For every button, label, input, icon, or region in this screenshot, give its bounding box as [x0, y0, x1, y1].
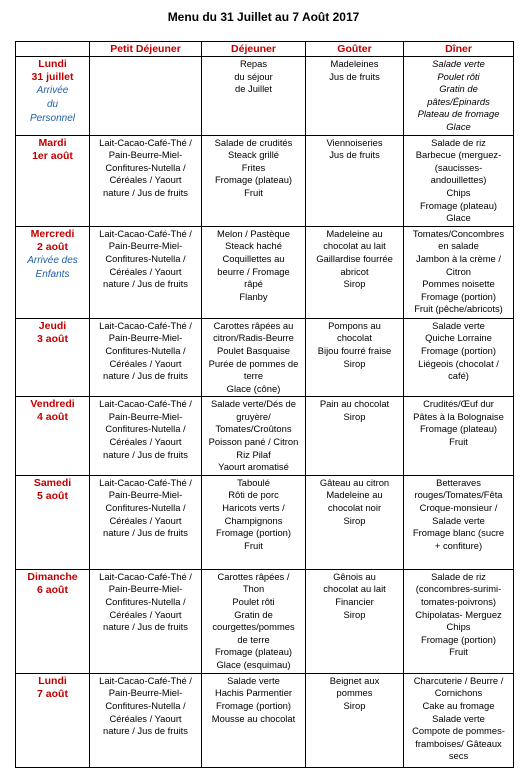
menu-line: du séjour [234, 70, 273, 82]
menu-line: Salade de crudités [214, 136, 293, 148]
menu-line: Thon [242, 583, 265, 595]
dinner-cell [404, 397, 514, 476]
menu-line: Jambon à la crème / [416, 252, 501, 264]
menu-line: Fromage (portion) [420, 290, 497, 302]
menu-line: Tomates/Croûtons [215, 423, 292, 435]
dinner-cell [404, 569, 514, 673]
lunch-cell [202, 397, 306, 476]
menu-line: Chipolatas- Merguez [415, 608, 502, 620]
menu-line: Madeleine au [326, 227, 383, 239]
menu-line: café) [448, 370, 469, 382]
breakfast-cell [90, 475, 202, 569]
lunch-cell [202, 57, 306, 136]
menu-line: chocolat noir [327, 502, 382, 514]
lunch-cell [202, 318, 306, 397]
menu-line: 7 août [37, 687, 68, 700]
menu-line: Fromage (plateau) [214, 174, 293, 186]
header-row [16, 42, 514, 57]
menu-line: Céréales / Yaourt [109, 712, 182, 724]
menu-line: Sirop [343, 514, 366, 526]
menu-line: 31 juillet [31, 71, 74, 83]
menu-line: chocolat [337, 332, 372, 344]
menu-line: Poisson pané / Citron [208, 436, 299, 448]
menu-line: Poulet rôti [437, 70, 480, 82]
snack-cell [306, 135, 404, 226]
table-row [16, 318, 514, 397]
menu-line: Jus de fruits [329, 70, 380, 82]
menu-line: Céréales / Yaourt [109, 514, 182, 526]
menu-line: Lundi [38, 674, 67, 687]
menu-line: de terre [237, 633, 270, 645]
menu-line: nature / Jus de fruits [103, 725, 188, 737]
menu-line: de Juillet [234, 83, 272, 95]
menu-line: Cornichons [434, 687, 483, 699]
dinner-cell [404, 226, 514, 318]
menu-line: Glace (cône) [226, 382, 281, 394]
menu-line: Financier [335, 596, 374, 608]
menu-line: Croque-monsieur / [419, 502, 498, 514]
menu-line: Jeudi [38, 319, 67, 332]
menu-line: Salade verte [432, 712, 485, 724]
menu-line: Glace [446, 120, 471, 132]
menu-line: Glace [446, 212, 471, 224]
menu-line: Mercredi [30, 227, 75, 240]
table-row [16, 135, 514, 226]
menu-line: nature / Jus de fruits [103, 186, 188, 198]
menu-line: chocolat au lait [323, 240, 386, 252]
menu-line: 1er août [32, 149, 73, 162]
menu-line: Beignet aux [329, 674, 380, 686]
breakfast-cell [90, 397, 202, 476]
menu-line: abricot [340, 265, 369, 277]
menu-line: Lait-Cacao-Café-Thé / [99, 570, 192, 582]
menu-line: Lait-Cacao-Café-Thé / [99, 674, 192, 686]
menu-line: Fruit (pêche/abricots) [414, 303, 503, 315]
menu-line: Viennoiseries [326, 136, 383, 148]
table-row [16, 569, 514, 673]
menu-line: Haricots verts / [222, 502, 285, 514]
menu-line: 4 août [37, 411, 68, 424]
menu-line: Repas [239, 58, 268, 69]
menu-line: Plateau de fromage [417, 108, 500, 120]
menu-line: Pain-Beurre-Miel- [108, 583, 183, 595]
header-dinner: Dîner [404, 42, 514, 57]
menu-line: Champignons [224, 514, 283, 526]
menu-line: citron/Radis-Beurre [213, 332, 294, 344]
menu-line: Sirop [343, 278, 366, 290]
snack-cell [306, 475, 404, 569]
menu-line: Coquillettes au [222, 252, 285, 264]
menu-line: Gaillardise fourrée [316, 252, 393, 264]
menu-line: nature / Jus de fruits [103, 527, 188, 539]
page-title: Menu du 31 Juillet au 7 Août 2017 [167, 10, 360, 24]
menu-line: Gênois au [333, 570, 376, 582]
table-row [16, 57, 514, 136]
menu-line: Confitures-Nutella / [105, 700, 186, 712]
menu-line: 5 août [37, 489, 68, 502]
menu-line: 3 août [37, 332, 68, 345]
menu-line: andouillettes) [430, 174, 487, 186]
lunch-cell [202, 226, 306, 318]
menu-line: beurre / Fromage [217, 265, 290, 277]
menu-line: Chips [446, 621, 471, 633]
menu-line: Pommes noisette [422, 278, 495, 290]
menu-line: Fruit [244, 539, 263, 551]
menu-line: Pâtes à la Bolognaise [413, 410, 504, 422]
menu-line: Steack haché [225, 240, 282, 252]
menu-line: Madeleine au [326, 489, 383, 501]
dinner-cell [404, 475, 514, 569]
menu-line: Confitures-Nutella / [105, 423, 186, 435]
menu-line: Carottes râpées / [217, 570, 290, 582]
header-lunch: Déjeuner [202, 42, 306, 57]
menu-line: Flanby [239, 290, 268, 302]
menu-line: Pain-Beurre-Miel- [108, 332, 183, 344]
menu-line: Rôti de porc [228, 489, 279, 501]
day-cell [16, 226, 90, 318]
day-cell [16, 475, 90, 569]
dinner-cell [404, 673, 514, 767]
menu-line: gruyère/ [236, 410, 271, 422]
menu-line: Crudités/Œuf dur [423, 398, 494, 410]
menu-line: Charcuterie / Beurre / [413, 674, 504, 686]
menu-line: Salade de riz [431, 136, 486, 148]
lunch-cell [202, 475, 306, 569]
menu-line: Fromage (portion) [420, 633, 497, 645]
menu-line: Salade verte/Dés de [211, 398, 296, 410]
menu-line: Confitures-Nutella / [105, 502, 186, 514]
snack-cell [306, 57, 404, 136]
menu-line: Salade verte [227, 674, 280, 686]
menu-line: 2 août [37, 240, 68, 253]
menu-line: chocolat au lait [323, 583, 386, 595]
menu-line: tomates-poivrons) [420, 596, 497, 608]
menu-line: + confiture) [434, 539, 483, 551]
menu-line: Fromage blanc (sucre [412, 527, 505, 539]
menu-line: Fromage (portion) [215, 527, 292, 539]
menu-line: Lait-Cacao-Café-Thé / [99, 476, 192, 488]
lunch-cell [202, 673, 306, 767]
dinner-cell [404, 57, 514, 136]
menu-line: Céréales / Yaourt [109, 174, 182, 186]
menu-line: Fruit [449, 646, 468, 658]
lunch-cell [202, 569, 306, 673]
menu-line: Pain au chocolat [319, 398, 390, 410]
snack-cell [306, 226, 404, 318]
menu-line: en salade [438, 240, 479, 252]
menu-line: rouges/Tomates/Fêta [414, 489, 503, 501]
menu-line: Enfants [35, 268, 70, 280]
header-snack: Goûter [306, 42, 404, 57]
menu-line: (saucisses- [434, 161, 483, 173]
breakfast-cell [90, 569, 202, 673]
header-breakfast: Petit Déjeuner [90, 42, 202, 57]
menu-line: Mardi [38, 136, 67, 149]
menu-line: Céréales / Yaourt [109, 357, 182, 369]
menu-line: Vendredi [30, 398, 75, 411]
menu-line: Citron [445, 265, 471, 277]
menu-line: Tomates/Concombres [412, 227, 505, 239]
menu-line: 6 août [37, 583, 68, 596]
menu-line: Betteraves [436, 476, 481, 488]
menu-line: Purée de pommes de [208, 357, 299, 369]
menu-table [15, 41, 514, 768]
menu-line: Lait-Cacao-Café-Thé / [99, 398, 192, 410]
menu-line: nature / Jus de fruits [103, 278, 188, 290]
menu-line: Glace (esquimau) [216, 659, 291, 670]
menu-line: Céréales / Yaourt [109, 608, 182, 620]
breakfast-cell [90, 226, 202, 318]
menu-line: Gâteau au citron [319, 476, 390, 488]
menu-line: Pain-Beurre-Miel- [108, 240, 183, 252]
menu-line: (concombres-surimi- [415, 583, 502, 595]
day-cell [16, 135, 90, 226]
menu-line: Salade verte [432, 58, 485, 69]
breakfast-cell [90, 135, 202, 226]
menu-line: Salade verte [432, 514, 485, 526]
day-cell [16, 397, 90, 476]
menu-line: Lait-Cacao-Café-Thé / [99, 136, 192, 148]
menu-line: Pain-Beurre-Miel- [108, 410, 183, 422]
menu-line: Barbecue (merguez- [415, 149, 502, 161]
dinner-cell [404, 318, 514, 397]
snack-cell [306, 397, 404, 476]
menu-line: Cake au fromage [422, 700, 495, 712]
menu-line: Confitures-Nutella / [105, 161, 186, 173]
menu-line: Chips [446, 186, 471, 198]
menu-line: Carottes râpées au [213, 319, 294, 331]
day-cell [16, 57, 90, 136]
menu-line: Melon / Pastèque [217, 227, 290, 239]
menu-line: Salade de riz [431, 570, 486, 582]
menu-line: Lait-Cacao-Café-Thé / [99, 227, 192, 239]
menu-line: Céréales / Yaourt [109, 436, 182, 448]
menu-line: Fromage (plateau) [419, 423, 498, 435]
menu-line: Frites [241, 161, 266, 173]
snack-cell [306, 318, 404, 397]
menu-line: Sirop [343, 700, 366, 712]
menu-line: Steack grillé [227, 149, 280, 161]
menu-line: Confitures-Nutella / [105, 344, 186, 356]
menu-line: Dimanche [27, 570, 78, 583]
menu-line: Bijou fourré fraise [317, 344, 392, 356]
day-cell [16, 569, 90, 673]
menu-line: Céréales / Yaourt [109, 265, 182, 277]
menu-line: courgettes/pommes [212, 621, 295, 633]
table-row [16, 475, 514, 569]
menu-line: Arrivée des [27, 254, 78, 266]
day-cell [16, 673, 90, 767]
menu-line: Pain-Beurre-Miel- [108, 149, 183, 161]
menu-line: Compote de pommes- [412, 725, 505, 737]
menu-line: Fromage (portion) [420, 344, 497, 356]
day-cell [16, 318, 90, 397]
menu-line: Lundi [38, 58, 67, 70]
menu-line: Sirop [343, 357, 366, 369]
menu-line: Gratin de [439, 83, 478, 95]
breakfast-cell [90, 57, 202, 136]
menu-line: Salade verte [432, 319, 485, 331]
menu-line: Samedi [33, 476, 72, 489]
menu-line: Riz Pilaf [236, 448, 271, 460]
snack-cell [306, 673, 404, 767]
menu-line: Pain-Beurre-Miel- [108, 489, 183, 501]
menu-line: Fruit [449, 436, 468, 448]
menu-line: Fruit [244, 186, 263, 198]
menu-line: Poulet Basquaise [217, 344, 290, 356]
table-row [16, 673, 514, 767]
menu-line: Sirop [343, 608, 366, 620]
menu-line: Sirop [343, 410, 366, 422]
menu-line: Hachis Parmentier [214, 687, 293, 699]
breakfast-cell [90, 673, 202, 767]
menu-line: nature / Jus de fruits [103, 448, 188, 460]
menu-line: Lait-Cacao-Café-Thé / [99, 319, 192, 331]
menu-line: Fromage (portion) [215, 700, 292, 712]
menu-line: Fromage (plateau) [214, 646, 293, 658]
menu-line: Personnel [29, 113, 76, 124]
menu-line: râpé [244, 278, 263, 290]
table-row [16, 226, 514, 318]
menu-line: secs [448, 750, 469, 762]
dinner-cell [404, 135, 514, 226]
menu-line: pâtes/Épinards [427, 95, 490, 107]
menu-line: Quiche Lorraine [425, 332, 492, 344]
menu-line: Jus de fruits [329, 149, 380, 161]
snack-cell [306, 569, 404, 673]
menu-line: Confitures-Nutella / [105, 252, 186, 264]
menu-line: Gratin de [234, 608, 273, 620]
menu-line: Poulet rôti [232, 596, 275, 608]
menu-line: du [46, 99, 59, 110]
menu-line: Madeleines [330, 58, 379, 69]
table-row [16, 397, 514, 476]
menu-line: Confitures-Nutella / [105, 596, 186, 608]
menu-line: Liégeois (chocolat / [418, 357, 499, 369]
menu-line: framboises/ Gâteaux [415, 737, 502, 749]
menu-line: Pompons au [328, 319, 381, 331]
menu-line: Mousse au chocolat [211, 712, 296, 724]
menu-line: pommes [336, 687, 373, 699]
menu-line: Pain-Beurre-Miel- [108, 687, 183, 699]
menu-line: Fromage (plateau) [419, 199, 498, 211]
menu-line: nature / Jus de fruits [103, 370, 188, 382]
menu-line: nature / Jus de fruits [103, 621, 188, 633]
menu-line: Arrivée [36, 85, 69, 96]
menu-line: Yaourt aromatisé [218, 461, 289, 473]
lunch-cell [202, 135, 306, 226]
breakfast-cell [90, 318, 202, 397]
header-day [16, 42, 90, 57]
menu-line: Taboulé [237, 476, 270, 488]
menu-line: terre [243, 370, 264, 382]
